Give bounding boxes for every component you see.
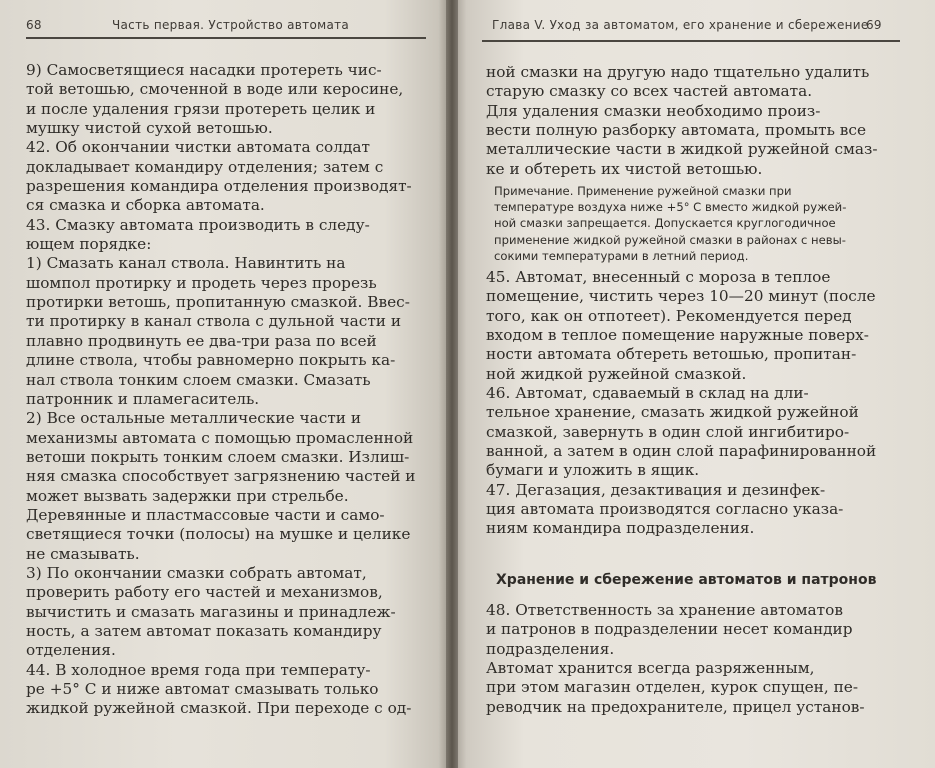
right-header-rule bbox=[482, 40, 900, 42]
left-page bbox=[0, 0, 452, 768]
note-line: Примечание. Применение ружейной смазки при bbox=[494, 184, 792, 199]
text-line: при этом магазин отделен, курок спущен, пе- bbox=[486, 678, 858, 697]
text-line: мушку чистой сухой ветошью. bbox=[26, 119, 273, 138]
right-page-number: 69 bbox=[866, 18, 882, 32]
text-line: 48. Ответственность за хранение автоматов bbox=[486, 600, 843, 619]
text-line: плавно продвинуть ее два-три раза по всей bbox=[26, 331, 377, 350]
text-line: Автомат хранится всегда разряженным, bbox=[486, 658, 815, 677]
text-line: 2) Все остальные металлические части и bbox=[26, 409, 362, 428]
note-line: ной смазки запрещается. Допускается круглогодичное bbox=[494, 216, 836, 231]
text-line: протирки ветошь, пропитанную смазкой. Ввес- bbox=[26, 293, 410, 312]
text-line: ти протирку в канал ствола с дульной части и bbox=[26, 312, 402, 331]
text-line: ной смазки на другую надо тщательно удалить bbox=[486, 63, 870, 81]
text-line: и патронов в подразделении несет командир bbox=[486, 620, 853, 639]
left-header-rule bbox=[26, 37, 426, 39]
text-line: ветоши покрыть тонким слоем смазки. Излиш- bbox=[26, 447, 410, 466]
note-line: сокими температурами в летний период. bbox=[494, 248, 749, 263]
text-line: отделения. bbox=[26, 641, 116, 660]
text-line: 1) Смазать канал ствола. Навинтить на bbox=[26, 254, 346, 273]
text-line: шомпол протирку и продеть через прорезь bbox=[26, 273, 377, 292]
text-line: длине ствола, чтобы равномерно покрыть ка- bbox=[26, 351, 396, 370]
text-line: механизмы автомата с помощью промасленной bbox=[26, 428, 414, 447]
text-line: помещение, чистить через 10—20 минут (после bbox=[486, 287, 876, 306]
text-line: ванной, а затем в один слой парафинированной bbox=[486, 442, 877, 461]
text-line: 46. Автомат, сдаваемый в склад на дли- bbox=[486, 384, 809, 403]
text-line: ность, а затем автомат показать командиру bbox=[26, 621, 382, 640]
text-line: патронник и пламегаситель. bbox=[26, 389, 260, 408]
left-running-head: Часть первая. Устройство автомата bbox=[112, 18, 350, 32]
book-gutter bbox=[446, 0, 458, 768]
text-line: входом в теплое помещение наружные поверх- bbox=[486, 326, 869, 345]
note-block bbox=[486, 179, 922, 268]
text-line: светящиеся точки (полосы) на мушке и целике bbox=[26, 525, 411, 544]
text-line: 3) По окончании смазки собрать автомат, bbox=[26, 563, 367, 582]
text-line: ся смазка и сборка автомата. bbox=[26, 196, 265, 215]
text-line: бумаги и уложить в ящик. bbox=[486, 461, 700, 480]
text-line: 45. Автомат, внесенный с мороза в теплое bbox=[486, 268, 831, 286]
section-heading bbox=[486, 539, 922, 601]
note-line: температуре воздуха ниже +5° С вместо жидкой ружей- bbox=[494, 200, 847, 215]
text-line: металлические части в жидкой ружейной смаз- bbox=[486, 140, 878, 159]
text-line: смазкой, завернуть в один слой ингибитиро- bbox=[486, 422, 850, 441]
right-running-head: Глава V. Уход за автоматом, его хранение и сбережение bbox=[492, 18, 869, 32]
text-line: старую смазку со всех частей автомата. bbox=[486, 82, 813, 101]
right-page-body bbox=[486, 63, 922, 717]
text-line: того, как он отпотеет). Рекомендуется перед bbox=[486, 306, 852, 325]
right-page bbox=[452, 0, 935, 768]
text-line: реводчик на предохранителе, прицел установ- bbox=[486, 697, 865, 716]
text-line: ной жидкой ружейной смазкой. bbox=[486, 364, 747, 383]
text-line: тельное хранение, смазать жидкой ружейной bbox=[486, 403, 859, 422]
text-line: проверить работу его частей и механизмов, bbox=[26, 583, 383, 602]
section-heading-text: Хранение и сбережение автоматов и патронов bbox=[496, 571, 877, 588]
left-page-body bbox=[26, 61, 440, 719]
text-line: вычистить и смазать магазины и принадлеж- bbox=[26, 602, 396, 621]
text-line: не смазывать. bbox=[26, 544, 140, 563]
text-line: 9) Самосветящиеся насадки протереть чис- bbox=[26, 61, 382, 79]
left-page-number: 68 bbox=[26, 18, 42, 32]
note-line: применение жидкой ружейной смазки в районах с невы- bbox=[494, 232, 846, 247]
text-line: той ветошью, смоченной в воде или керосине, bbox=[26, 80, 404, 99]
text-line: докладывает командиру отделения; затем с bbox=[26, 157, 384, 176]
text-line: няя смазка способствует загрязнению частей и bbox=[26, 467, 416, 486]
text-line: ке и обтереть их чистой ветошью. bbox=[486, 159, 763, 178]
text-line: ция автомата производятся согласно указа- bbox=[486, 500, 844, 519]
text-line: 47. Дегазация, дезактивация и дезинфек- bbox=[486, 480, 826, 499]
text-line: нал ствола тонким слоем смазки. Смазать bbox=[26, 370, 371, 389]
text-line: ющем порядке: bbox=[26, 235, 152, 254]
text-line: и после удаления грязи протереть целик и bbox=[26, 99, 376, 118]
text-line: 43. Смазку автомата производить в следу- bbox=[26, 215, 370, 234]
text-line: ности автомата обтереть ветошью, пропитан- bbox=[486, 345, 857, 364]
text-line: жидкой ружейной смазкой. При переходе с од- bbox=[26, 699, 412, 718]
text-line: подразделения. bbox=[486, 639, 615, 658]
text-line: ре +5° С и ниже автомат смазывать только bbox=[26, 680, 379, 698]
text-line: Для удаления смазки необходимо произ- bbox=[486, 101, 821, 120]
text-line: Деревянные и пластмассовые части и само- bbox=[26, 505, 385, 524]
text-line: может вызвать задержки при стрельбе. bbox=[26, 486, 349, 505]
text-line: 44. В холодное время года при температу- bbox=[26, 660, 371, 679]
text-line: вести полную разборку автомата, промыть все bbox=[486, 121, 867, 140]
text-line: ниям командира подразделения. bbox=[486, 519, 755, 538]
text-line: 42. Об окончании чистки автомата солдат bbox=[26, 138, 370, 157]
text-line: разрешения командира отделения производят- bbox=[26, 177, 412, 196]
